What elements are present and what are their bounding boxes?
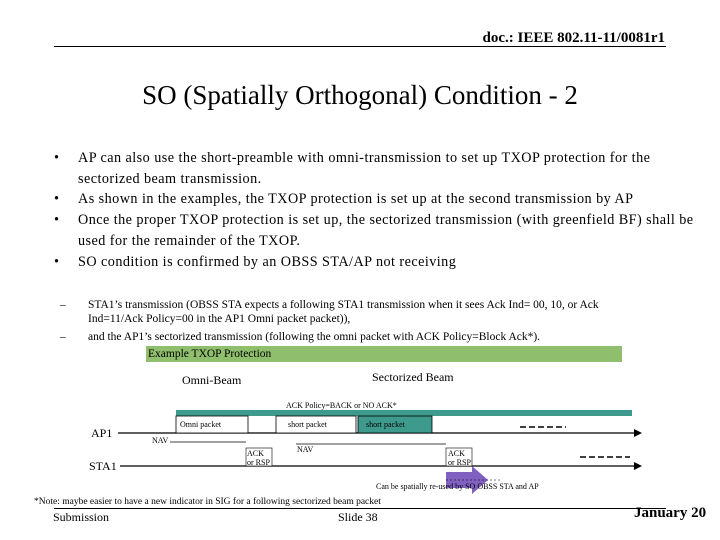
slide-title: SO (Spatially Orthogonal) Condition - 2 — [142, 80, 578, 110]
bullet-text: As shown in the examples, the TXOP protection is set up at the second transmission by AP — [78, 191, 634, 208]
ap1-label: AP1 — [91, 426, 113, 440]
bullet-dot-icon: • — [54, 191, 60, 208]
sta1-label: STA1 — [89, 459, 117, 473]
bullet-dot-icon: • — [54, 212, 60, 229]
footer-rule — [54, 508, 666, 509]
bullet-dot-icon: • — [54, 253, 60, 270]
dash-icon: – — [60, 331, 66, 343]
footnote: *Note: maybe easier to have a new indicator in SIG for a following sectorized beam packet — [34, 497, 381, 507]
short-packet-label: short packet — [288, 420, 327, 429]
bullet-dot-icon: • — [54, 150, 60, 166]
arrow-right-icon — [634, 462, 642, 470]
sub-bullet-text: and the AP1’s sectorized transmission (following the omni packet with ACK Policy=Block Ack*). — [88, 331, 541, 343]
bullet-text: AP can also use the short-preamble with omni-transmission to set up TXOP protection for the sectorized beam transmission. — [78, 150, 651, 187]
nav-label: NAV — [152, 436, 169, 445]
short-packet-label: short packet — [366, 420, 405, 429]
slide-number: Slide 38 — [338, 510, 378, 524]
ack-policy-bar — [176, 410, 632, 416]
omni-beam-label: Omni-Beam — [182, 373, 242, 387]
footer-submission: Submission — [53, 510, 110, 524]
document-id: doc.: IEEE 802.11-11/0081r1 — [482, 30, 665, 46]
example-banner: Example TXOP Protection — [146, 346, 622, 362]
dash-icon: – — [60, 299, 66, 311]
sub-bullet-text: STA1’s transmission (OBSS STA expects a following STA1 transmission when it sees Ack Ind= 00, 10, or Ack Ind=11/Ack Policy=00 in the AP1 Omni packet packet)), — [88, 299, 599, 325]
bullet-text: Once the proper TXOP protection is set up, the sectorized transmission (with greenfield BF) shall be used for the remainder of the TXOP. — [78, 212, 694, 249]
arrow-right-icon — [634, 429, 642, 437]
ack-policy-label: ACK Policy=BACK or NO ACK* — [286, 401, 397, 410]
sectorized-beam-label: Sectorized Beam — [372, 370, 454, 384]
bullet-text: SO condition is confirmed by an OBSS STA/AP not receiving — [78, 253, 457, 270]
ack-rsp-label: ACK or RSP — [247, 449, 270, 467]
omni-packet-label: Omni packet — [180, 420, 222, 429]
reuse-note: Can be spatially re-used by SO OBSS STA and AP — [376, 482, 539, 491]
footer-date: January 20 — [634, 505, 707, 521]
ack-rsp-label: ACK or RSP — [448, 449, 471, 467]
nav-label: NAV — [297, 445, 314, 454]
